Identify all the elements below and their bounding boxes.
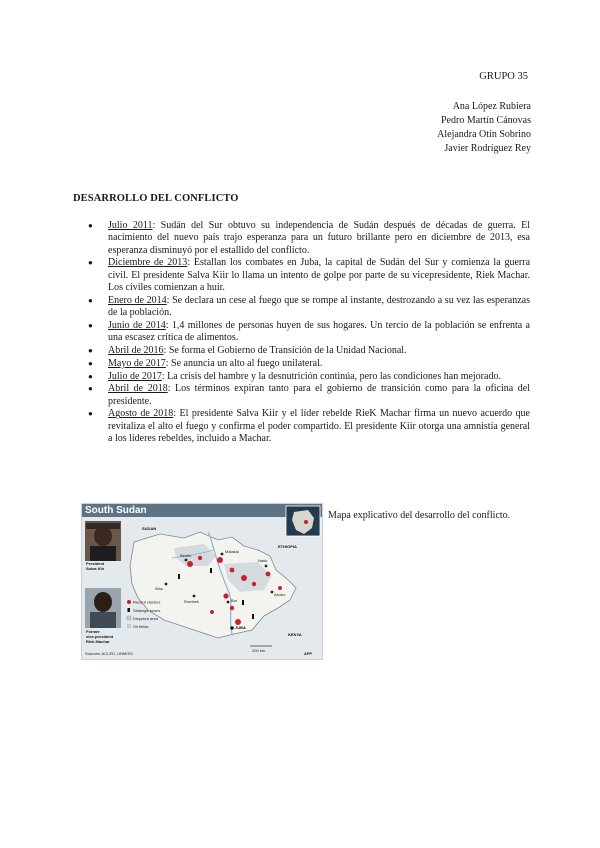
label-bentiu: Bentiu [180, 553, 192, 558]
timeline-date: Julio de 2017 [108, 370, 162, 382]
legend-oil: Oil fields [133, 624, 149, 629]
bullet-icon: ● [88, 384, 93, 394]
timeline-text: : La crisis del hambre y la desnutrición continúa, pero las condiciones han mejorado. [161, 370, 501, 382]
timeline-date: Mayo de 2017 [108, 357, 166, 369]
agency-logo: AFP [304, 651, 312, 656]
author-name: Pedro Martín Cánovas [441, 115, 531, 126]
rebel-caption-1: Former [86, 629, 100, 634]
timeline-list [88, 220, 530, 446]
timeline-date: Enero de 2014 [108, 294, 167, 306]
bullet-icon: ● [88, 345, 93, 355]
section-title: DESARROLLO DEL CONFLICTO [73, 193, 239, 204]
timeline-item [88, 383, 530, 408]
map-scale: 200 km [252, 648, 266, 653]
author-name: Javier Rodríguez Rey [444, 143, 531, 154]
map-graphic [82, 504, 322, 659]
label-kenya: KENYA [288, 632, 302, 637]
map-source: Sources: ACLED, UNMISS [85, 651, 133, 656]
bullet-icon: ● [88, 221, 93, 230]
bullet-icon: ● [88, 358, 93, 368]
timeline-date: Abril de 2016 [108, 344, 164, 356]
president-caption-2: Salva Kiir [86, 566, 105, 571]
label-malakal: Malakal [225, 549, 239, 554]
timeline-date: Agosto de 2018 [108, 408, 174, 420]
timeline-date: Abril de 2018 [108, 383, 168, 395]
author-name: Alejandra Otín Sobrino [437, 129, 531, 140]
label-juba: JUBA [235, 625, 246, 630]
legend-clashes: Recent clashes [133, 599, 161, 605]
timeline-date: Diciembre de 2013 [108, 257, 188, 269]
authors-block [437, 100, 531, 156]
timeline-text: : El presidente Salva Kiir y el líder rebelde RieK Machar firma un nuevo acuerdo que revitaliza el alto el fuego y confirma el poder compartido. El presidente Kiir otorga una amnistía general a los líderes rebeldes, incluido a Machar. [108, 408, 530, 445]
timeline-text: : Estallan los combates en Juba, la capital de Sudán del Sur y comienza la guerra civil. El presidente Salva Kiir lo llama un intento de golpe por parte de su vicepresidente, Riek Machar. Los civiles comienzan a huir. [108, 257, 531, 293]
timeline-item [88, 320, 530, 345]
bullet-icon: ● [88, 320, 93, 330]
rebel-caption-3: Riek Machar [86, 639, 110, 644]
map-caption: Mapa explicativo del desarrollo del conflicto. [328, 510, 511, 521]
timeline-text: : Se anuncia un alto al fuego unilateral. [165, 357, 323, 369]
label-sudan: SUDAN [142, 526, 157, 531]
timeline-item [88, 345, 530, 357]
timeline-item [88, 371, 530, 383]
timeline-text: : Sudán del Sur obtuvo su independencia de Sudán después de décadas de guerra. El nacimiento del nuevo país trajo esperanza para un futuro brillante pero en diciembre de 2013, esa esperanza disminuyó por el estallido del conflicto. [108, 220, 530, 256]
label-nasir: Nasir [258, 558, 268, 563]
timeline-item [88, 295, 530, 320]
president-caption-1: President [86, 561, 105, 566]
group-label: GRUPO 35 [479, 71, 528, 82]
timeline-item [88, 220, 530, 257]
timeline-item [88, 257, 530, 294]
timeline-text: : Los términos expiran tanto para el gobierno de transición como para la oficina del presidente. [108, 383, 531, 407]
timeline-date: Julio 2011 [108, 220, 153, 231]
bullet-icon: ● [88, 258, 93, 268]
bullet-icon: ● [88, 409, 93, 419]
legend-towns: Strategic towns [133, 608, 161, 613]
timeline-item [88, 408, 530, 445]
map-title: South Sudan [85, 505, 147, 516]
label-bor: Bor [231, 598, 238, 603]
timeline-date: Junio de 2014 [108, 319, 166, 331]
rebel-caption-2: vice-president [86, 634, 114, 639]
timeline-text: : 1,4 millones de personas huyen de sus hogares. Un tercio de la población se enfrenta a una escasez crítica de alimentos. [108, 319, 530, 344]
label-wau: Wau [155, 586, 164, 591]
timeline-item [88, 358, 530, 370]
label-ethiopia: ETHIOPIA [278, 544, 297, 549]
label-akobo: Akobo [274, 592, 286, 597]
conflict-map [81, 503, 323, 660]
timeline-text: : Se declara un cese al fuego que se rompe al instante, destrozando a su vez las esperanzas de la población. [108, 294, 530, 319]
label-rumbek: Rumbek [184, 599, 199, 604]
bullet-icon: ● [88, 295, 93, 305]
timeline-text: : Se forma el Gobierno de Transición de la Unidad Nacional. [163, 344, 407, 356]
legend-disputed: Disputed area [133, 616, 158, 621]
bullet-icon: ● [88, 371, 93, 381]
author-name: Ana López Rubiera [452, 101, 531, 112]
